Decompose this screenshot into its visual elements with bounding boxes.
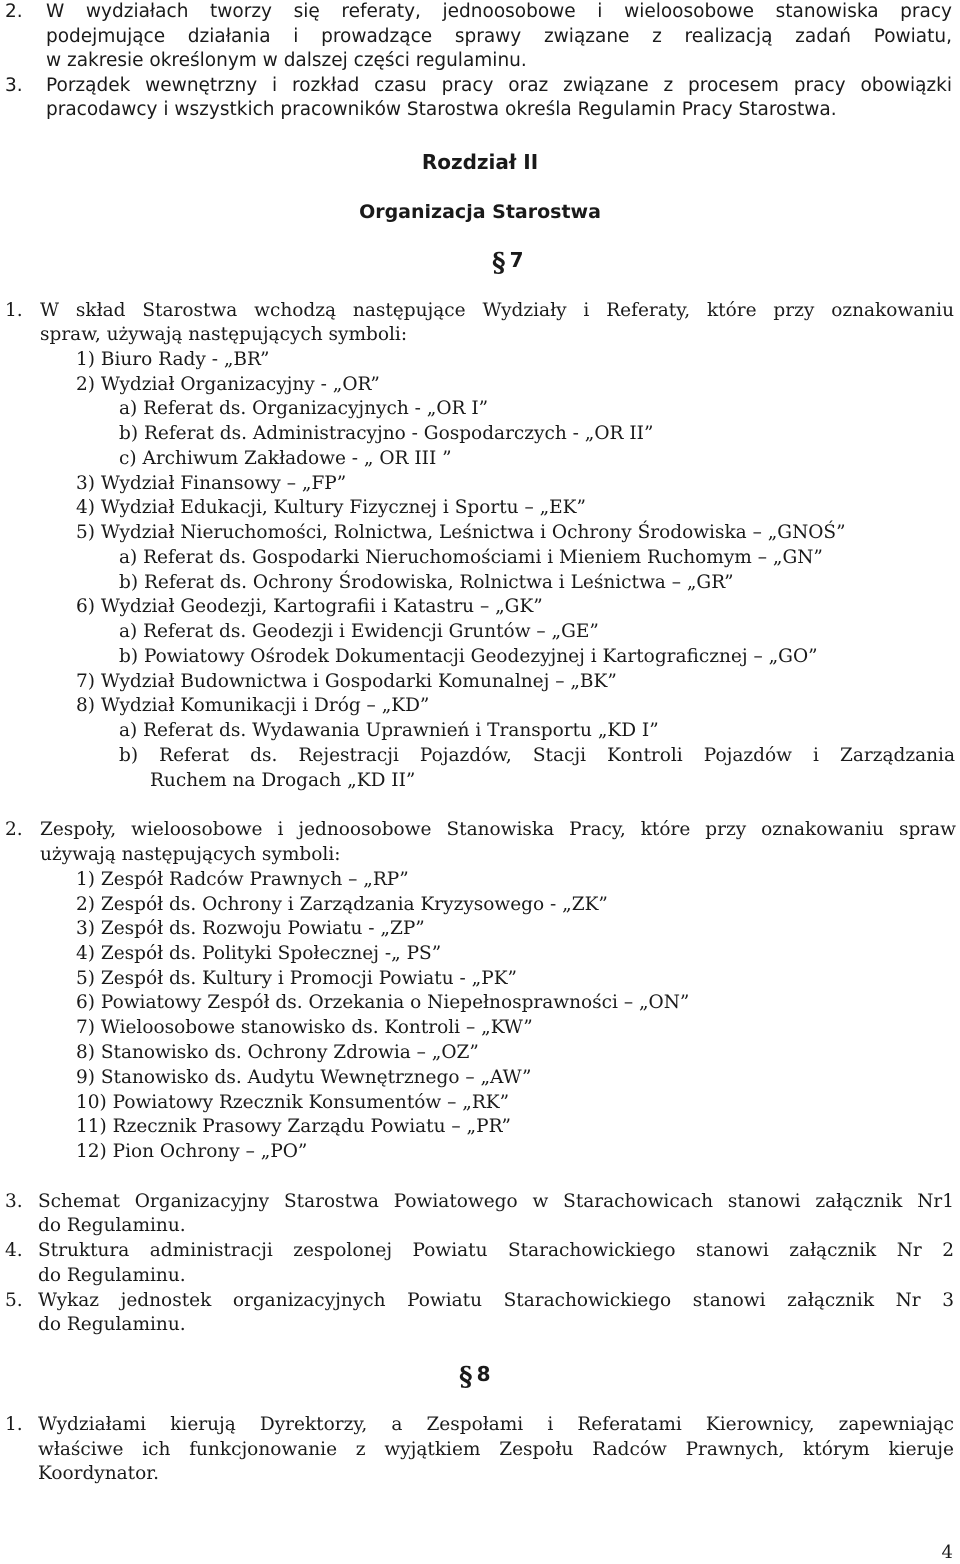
- list-item: 2) Zespół ds. Ochrony i Zarządzania Kryzysowego - „ZK”: [76, 894, 608, 915]
- list-item: b) Referat ds. Rejestracji Pojazdów, Stacji Kontroli Pojazdów i Zarządzania: [119, 745, 955, 766]
- para-3-line-1: Porządek wewnętrzny i rozkład czasu pracy oraz związane z procesem pracy obowiązki: [46, 75, 952, 96]
- list-item: c) Archiwum Zakładowe - „ OR III ”: [119, 448, 452, 469]
- para-2-line-1: W wydziałach tworzy się referaty, jednoosobowe i wieloosobowe stanowiska pracy: [46, 1, 952, 22]
- s7-para-2-line-2: używają następujących symboli:: [40, 844, 341, 865]
- s7-para-5-line-1: Wykaz jednostek organizacyjnych Powiatu Starachowickiego stanowi załącznik Nr 3: [38, 1290, 954, 1311]
- list-item: 5) Wydział Nieruchomości, Rolnictwa, Leśnictwa i Ochrony Środowiska – „GNOŚ”: [76, 522, 846, 543]
- list-item: 6) Wydział Geodezji, Kartografii i Katastru – „GK”: [76, 596, 543, 617]
- list-item: 5) Zespół ds. Kultury i Promocji Powiatu - „PK”: [76, 968, 517, 989]
- list-item: b) Referat ds. Administracyjno - Gospodarczych - „OR II”: [119, 423, 654, 444]
- s8-para-1-line-1: Wydziałami kierują Dyrektorzy, a Zespołami i Referatami Kierownicy, zapewniając: [38, 1414, 954, 1435]
- chapter-subtitle: Organizacja Starostwa: [359, 201, 601, 223]
- list-item: 6) Powiatowy Zespół ds. Orzekania o Niepełnosprawności – „ON”: [76, 992, 690, 1013]
- list-item: a) Referat ds. Wydawania Uprawnień i Transportu „KD I”: [119, 720, 659, 741]
- list-item: 4) Zespół ds. Polityki Społecznej -„ PS”: [76, 943, 442, 964]
- s7-para-5-line-2: do Regulaminu.: [38, 1314, 186, 1335]
- s7-para-2-number: 2.: [5, 819, 23, 840]
- section-8-number: 8: [476, 1362, 491, 1386]
- s7-para-3-line-1: Schemat Organizacyjny Starostwa Powiatowego w Starachowicach stanowi załącznik Nr1: [38, 1191, 954, 1212]
- s7-para-5-number: 5.: [5, 1290, 23, 1311]
- list-item: 2) Wydział Organizacyjny - „OR”: [76, 374, 380, 395]
- s8-para-1-line-3: Koordynator.: [38, 1463, 159, 1484]
- list-item: a) Referat ds. Organizacyjnych - „OR I”: [119, 398, 489, 419]
- s8-para-1-number: 1.: [5, 1414, 23, 1435]
- para-2-line-2: podejmujące działania i prowadzące sprawy związane z realizacją zadań Powiatu,: [46, 26, 952, 47]
- s7-para-1-number: 1.: [5, 300, 23, 321]
- list-item: a) Referat ds. Gospodarki Nieruchomościami i Mieniem Ruchomym – „GN”: [119, 547, 823, 568]
- list-item: 11) Rzecznik Prasowy Zarządu Powiatu – „PR”: [76, 1116, 511, 1137]
- s7-para-4-line-1: Struktura administracji zespolonej Powiatu Starachowickiego stanowi załącznik Nr 2: [38, 1240, 954, 1261]
- s7-para-3-number: 3.: [5, 1191, 23, 1212]
- s7-para-4-line-2: do Regulaminu.: [38, 1265, 186, 1286]
- list-item: 1) Zespół Radców Prawnych – „RP”: [76, 869, 409, 890]
- list-item: 3) Zespół ds. Rozwoju Powiatu - „ZP”: [76, 918, 425, 939]
- section-sign: §: [492, 248, 506, 278]
- section-sign: §: [459, 1362, 473, 1392]
- s7-para-4-number: 4.: [5, 1240, 23, 1261]
- section-7-number: 7: [509, 248, 524, 272]
- s7-para-2-line-1: Zespoły, wieloosobowe i jednoosobowe Stanowiska Pracy, które przy oznakowaniu spraw: [40, 819, 956, 840]
- section-7-heading: [492, 248, 524, 278]
- list-item: b) Referat ds. Ochrony Środowiska, Rolnictwa i Leśnictwa – „GR”: [119, 572, 734, 593]
- list-item: 1) Biuro Rady - „BR”: [76, 349, 270, 370]
- list-item: 12) Pion Ochrony – „PO”: [76, 1141, 308, 1162]
- list-item: 10) Powiatowy Rzecznik Konsumentów – „RK”: [76, 1092, 510, 1113]
- para-2-number: 2.: [5, 1, 23, 22]
- list-item: Ruchem na Drogach „KD II”: [150, 770, 416, 791]
- list-item: a) Referat ds. Geodezji i Ewidencji Gruntów – „GE”: [119, 621, 599, 642]
- list-item: 9) Stanowisko ds. Audytu Wewnętrznego – „AW”: [76, 1067, 532, 1088]
- chapter-title: Rozdział II: [421, 150, 539, 174]
- s7-para-1-line-2: spraw, używają następujących symboli:: [40, 324, 408, 345]
- s7-para-1-line-1: W skład Starostwa wchodzą następujące Wydziały i Referaty, które przy oznakowaniu: [40, 300, 954, 321]
- s8-para-1-line-2: właściwe ich funkcjonowanie z wyjątkiem Zespołu Radców Prawnych, którym kieruje: [38, 1439, 954, 1460]
- list-item: 3) Wydział Finansowy – „FP”: [76, 473, 347, 494]
- list-item: 4) Wydział Edukacji, Kultury Fizycznej i Sportu – „EK”: [76, 497, 586, 518]
- para-2-line-3: w zakresie określonym w dalszej części regulaminu.: [46, 50, 527, 71]
- list-item: 8) Stanowisko ds. Ochrony Zdrowia – „OZ”: [76, 1042, 479, 1063]
- s7-para-3-line-2: do Regulaminu.: [38, 1215, 186, 1236]
- list-item: 7) Wieloosobowe stanowisko ds. Kontroli – „KW”: [76, 1017, 533, 1038]
- para-3-number: 3.: [5, 75, 23, 96]
- section-8-heading: [459, 1362, 491, 1392]
- para-3-line-2: pracodawcy i wszystkich pracowników Starostwa określa Regulamin Pracy Starostwa.: [46, 99, 837, 120]
- page-number: 4: [941, 1542, 953, 1563]
- list-item: 8) Wydział Komunikacji i Dróg – „KD”: [76, 695, 430, 716]
- list-item: 7) Wydział Budownictwa i Gospodarki Komunalnej – „BK”: [76, 671, 617, 692]
- list-item: b) Powiatowy Ośrodek Dokumentacji Geodezyjnej i Kartograficznej – „GO”: [119, 646, 818, 667]
